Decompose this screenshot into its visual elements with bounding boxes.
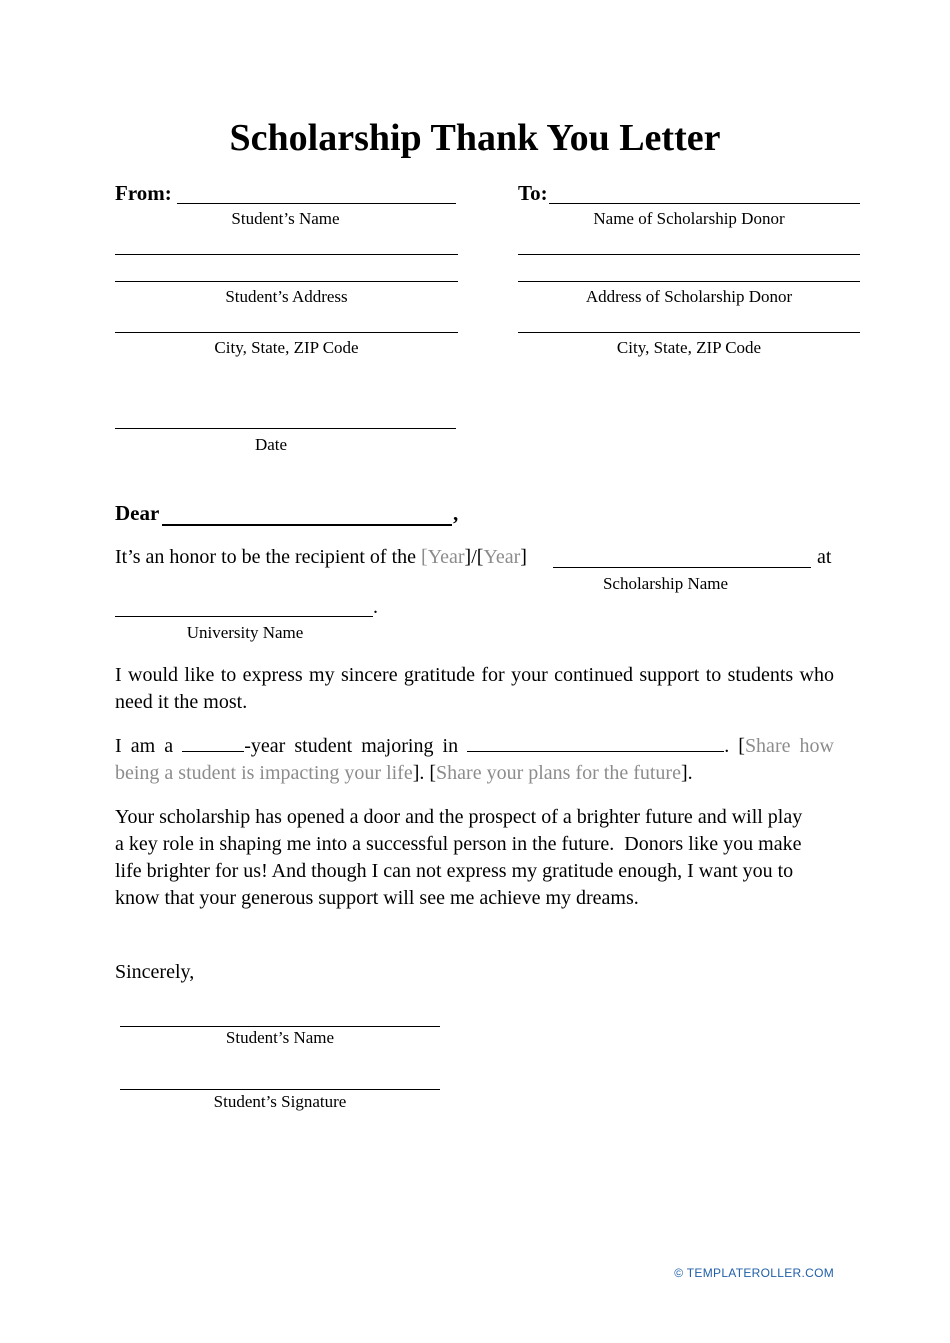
donor-name-line[interactable] bbox=[549, 203, 860, 204]
paragraph-scholarship bbox=[115, 804, 802, 912]
major-line-1 bbox=[115, 733, 834, 760]
donor-city-label: City, State, ZIP Code bbox=[616, 338, 762, 357]
year-placeholder-1[interactable]: Year bbox=[427, 546, 465, 568]
year-separator: ]/[ bbox=[464, 546, 484, 568]
paragraph-gratitude: I would like to express my sincere gratitude for your continued support to students who need it the most. bbox=[115, 664, 834, 713]
signature-label: Student’s Signature bbox=[213, 1092, 347, 1111]
major-blank[interactable] bbox=[467, 733, 724, 752]
donor-name-label: Name of Scholarship Donor bbox=[593, 209, 785, 228]
year-blank[interactable] bbox=[182, 733, 244, 752]
student-address-label: Student’s Address bbox=[225, 287, 348, 306]
share-plans-placeholder[interactable]: Share your plans for the future bbox=[436, 762, 681, 784]
dot-bracket: . [ bbox=[724, 735, 745, 757]
scholarship-line-3: life brighter for us! And though I can not express my gratitude enough, I want you to bbox=[115, 860, 794, 882]
student-address-line-1[interactable] bbox=[115, 254, 458, 255]
from-label: From: bbox=[115, 181, 172, 205]
scholarship-line-1: Your scholarship has opened a door and the prospect of a brighter future and will play bbox=[115, 806, 803, 828]
signature-line[interactable] bbox=[120, 1089, 440, 1090]
scholarship-line-2: a key role in shaping me into a successful person in the future. Donors like you make bbox=[115, 833, 802, 855]
university-name-line[interactable] bbox=[115, 616, 373, 617]
page-title: Scholarship Thank You Letter bbox=[229, 117, 721, 159]
dear-comma: , bbox=[453, 501, 459, 525]
scholarship-name-line[interactable] bbox=[553, 567, 811, 568]
bracket-open: [ bbox=[421, 546, 428, 568]
iam-text: I am a bbox=[115, 735, 174, 757]
date-label: Date bbox=[254, 435, 288, 454]
date-line[interactable] bbox=[115, 428, 456, 429]
to-label: To: bbox=[518, 181, 548, 205]
student-name-label: Student’s Name bbox=[231, 209, 340, 228]
major-line-2 bbox=[115, 760, 834, 787]
student-city-line[interactable] bbox=[115, 332, 458, 333]
closing: Sincerely, bbox=[115, 961, 195, 983]
university-name-label: University Name bbox=[186, 623, 304, 642]
sign-name-label: Student’s Name bbox=[225, 1028, 335, 1047]
paragraph-honor bbox=[115, 544, 527, 571]
footer-copyright[interactable]: © TEMPLATEROLLER.COM bbox=[674, 1266, 834, 1280]
scholarship-name-label: Scholarship Name bbox=[602, 574, 729, 593]
share-how-placeholder[interactable]: Share how bbox=[744, 735, 834, 757]
share-how-placeholder-cont[interactable]: being a student is impacting your life bbox=[115, 762, 413, 784]
donor-address-label: Address of Scholarship Donor bbox=[585, 287, 793, 306]
bracket-close: ] bbox=[520, 546, 527, 568]
student-address-line-2[interactable] bbox=[115, 281, 458, 282]
end-bracket: ]. bbox=[680, 762, 693, 784]
sign-name-line[interactable] bbox=[120, 1026, 440, 1027]
student-city-label: City, State, ZIP Code bbox=[214, 338, 359, 357]
dear-name-blank[interactable] bbox=[162, 503, 452, 526]
scholarship-line-4: know that your generous support will see me achieve my dreams. bbox=[115, 887, 639, 909]
university-period: . bbox=[373, 596, 378, 618]
student-name-line[interactable] bbox=[177, 203, 456, 204]
mid-bracket: ]. [ bbox=[412, 762, 437, 784]
dear-label: Dear bbox=[115, 501, 160, 525]
donor-city-line[interactable] bbox=[518, 332, 860, 333]
year-student-text: -year student majoring in bbox=[244, 735, 459, 757]
paragraph-major bbox=[115, 733, 834, 787]
donor-address-line-2[interactable] bbox=[518, 281, 860, 282]
donor-address-line-1[interactable] bbox=[518, 254, 860, 255]
honor-text: It’s an honor to be the recipient of the bbox=[115, 546, 422, 568]
at-text: at bbox=[817, 546, 832, 568]
year-placeholder-2[interactable]: Year bbox=[483, 546, 521, 568]
